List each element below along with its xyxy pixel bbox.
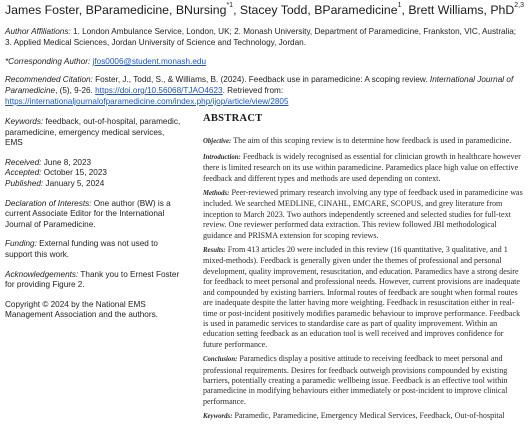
- ack-text: Thank you to Ernest Foster for providing Figure 2.: [5, 269, 180, 290]
- recommended-citation: [5, 74, 523, 107]
- results-text: From 413 articles 20 were included in this review (16 quantitative, 3 qualitative, and 1 mixed-methods). Feedback is generally given under the themes of professional and personal development, quality improvement, resuscitation, and education. Paramedics have a strong desire for feedback to meet personal and professional needs. However, current provisions are inadequate and compounded by existing barriers. Informal routes of feedback are sought when formal routes are inadequate despite the latter having more weighting. Feedback in resuscitation either in real-time or post-incident positively modifies paramedic behaviour to improve performance. Feedback is used in paramedic services to standardise care as part of quality improvement. Within an education setting feedback as an education tool is well received and improves confidence for future performance.: [203, 245, 521, 349]
- affiliations-text: 1. London Ambulance Service, London, UK; 2. Monash University, Department of Paramedicine, Frankston, VIC, Australia; 3. Applied Medical Sciences, Jordan University of Science and Technology, Jordan.: [5, 27, 517, 47]
- interests-label: Declaration of Interests:: [5, 198, 92, 208]
- affiliations-label: Author Affiliations:: [5, 27, 71, 36]
- article-info-sidebar: [5, 117, 183, 330]
- author-name: James Foster, BParamedicine, BNursing: [5, 3, 227, 17]
- objective-text: The aim of this scoping review is to determine how feedback is used in paramedicine.: [233, 136, 512, 146]
- received-label: Received:: [5, 157, 42, 167]
- abstract-results: [203, 245, 523, 350]
- objective-label: Objective:: [203, 138, 232, 146]
- declaration-of-interests: [5, 199, 183, 231]
- author-affiliation-marker: *1: [226, 2, 234, 9]
- conclusion-label: Conclusion:: [203, 356, 238, 364]
- citation-text: Foster, J., Todd, S., & Williams, B. (2024). Feedback use in paramedicine: A scoping review.: [95, 75, 428, 84]
- conclusion-text: Paramedics display a positive attitude to receiving feedback to meet personal and professional requirements. Desires for feedback outweigh provisions compounded by existing barriers, potentially creating a paramedic wellbeing issue. Feedback is an effective tool within paramedicine in modifying behaviours either immediately or post-incident to improve clinical performance.: [203, 354, 508, 406]
- methods-text: Peer-reviewed primary research involving any type of feedback used in paramedicine was included. We searched MEDLINE, CINAHL, EMCARE, SCOPUS, and grey literature from inception to March 2023. Two authors independently screened and selected studies for full-text review. One reviewer performed data extraction. This review followed JBI methodological guidance and PRISMA extension for scoping reviews.: [203, 188, 523, 240]
- introduction-text: Feedback is widely recognised as essential for clinician growth in healthcare however there is limited research on its use within paramedicine. Paramedics place high value on effective feedback and different types and methods are used depending on context.: [203, 151, 521, 183]
- citation-doi-link[interactable]: https://doi.org/10.56068/TJAO4623: [95, 86, 223, 95]
- corresponding-label: *Corresponding Author:: [5, 57, 91, 66]
- sidebar-keywords: [5, 117, 183, 149]
- abstract-methods: [203, 188, 523, 241]
- abstract-objective: [203, 136, 523, 147]
- abstract-keywords: [203, 411, 523, 422]
- author-name: Stacey Todd, BParamedicine: [239, 3, 398, 17]
- sidebar-keywords-label: Keywords:: [5, 117, 44, 126]
- abstract-keywords-label: Keywords:: [203, 413, 233, 421]
- funding-label: Funding:: [5, 239, 37, 249]
- accepted-date: [5, 168, 183, 179]
- author-name: Brett Williams, PhD: [408, 3, 515, 17]
- funding-statement: [5, 239, 183, 260]
- citation-journal: International Journal of Paramedicine: [5, 75, 514, 95]
- abstract-introduction: [203, 152, 523, 184]
- abstract-conclusion: [203, 354, 523, 407]
- results-label: Results:: [203, 247, 226, 255]
- publication-dates: [5, 158, 183, 190]
- author-line: James Foster, BParamedicine, BNursing$^{*1}$, Stacey Todd, BParamedicine$^1$, Brett Williams, PhD$^{2,3}$: [5, 2, 524, 17]
- acknowledgements: [5, 270, 183, 291]
- published-value: January 5, 2024: [45, 178, 105, 188]
- citation-issue: , (5), 9-26.: [55, 86, 93, 95]
- abstract-section: [203, 112, 523, 427]
- received-date: [5, 158, 183, 169]
- corresponding-email-link[interactable]: jfos0006@student.monash.edu: [92, 57, 207, 66]
- interests-text: One author (BW) is a current Associate Editor for the International Journal of Paramedicine.: [5, 198, 171, 229]
- ack-label: Acknowledgements:: [5, 269, 79, 279]
- copyright-notice: Copyright © 2024 by the National EMS Management Association and the authors.: [5, 299, 158, 320]
- author-affiliations: [5, 26, 523, 48]
- funding-text: External funding was not used to support this work.: [5, 239, 158, 259]
- introduction-label: Introduction:: [203, 153, 241, 161]
- corresponding-author: [5, 57, 206, 66]
- citation-url-link[interactable]: https://internationaljournalofparamedicine.com/index.php/ijop/article/view/2805: [5, 97, 289, 106]
- published-label: Published:: [5, 178, 44, 188]
- published-date: [5, 179, 183, 190]
- author-affiliation-marker: 1: [397, 2, 402, 9]
- citation-label: Recommended Citation:: [5, 75, 93, 84]
- methods-label: Methods:: [203, 190, 230, 198]
- citation-retrieved-label: . Retrieved from:: [222, 86, 284, 95]
- received-value: June 8, 2023: [43, 157, 92, 167]
- sidebar-keywords-text: feedback, out-of-hospital, paramedic, paramedicine, emergency medical services, EMS: [5, 117, 181, 148]
- accepted-label: Accepted:: [5, 168, 42, 178]
- author-affiliation-marker: 2,3: [514, 2, 524, 9]
- accepted-value: October 15, 2023: [43, 168, 107, 178]
- abstract-heading: ABSTRACT: [203, 113, 263, 124]
- abstract-keywords-text: Paramedic, Paramedicine, Emergency Medical Services, Feedback, Out-of-hospital: [234, 411, 505, 421]
